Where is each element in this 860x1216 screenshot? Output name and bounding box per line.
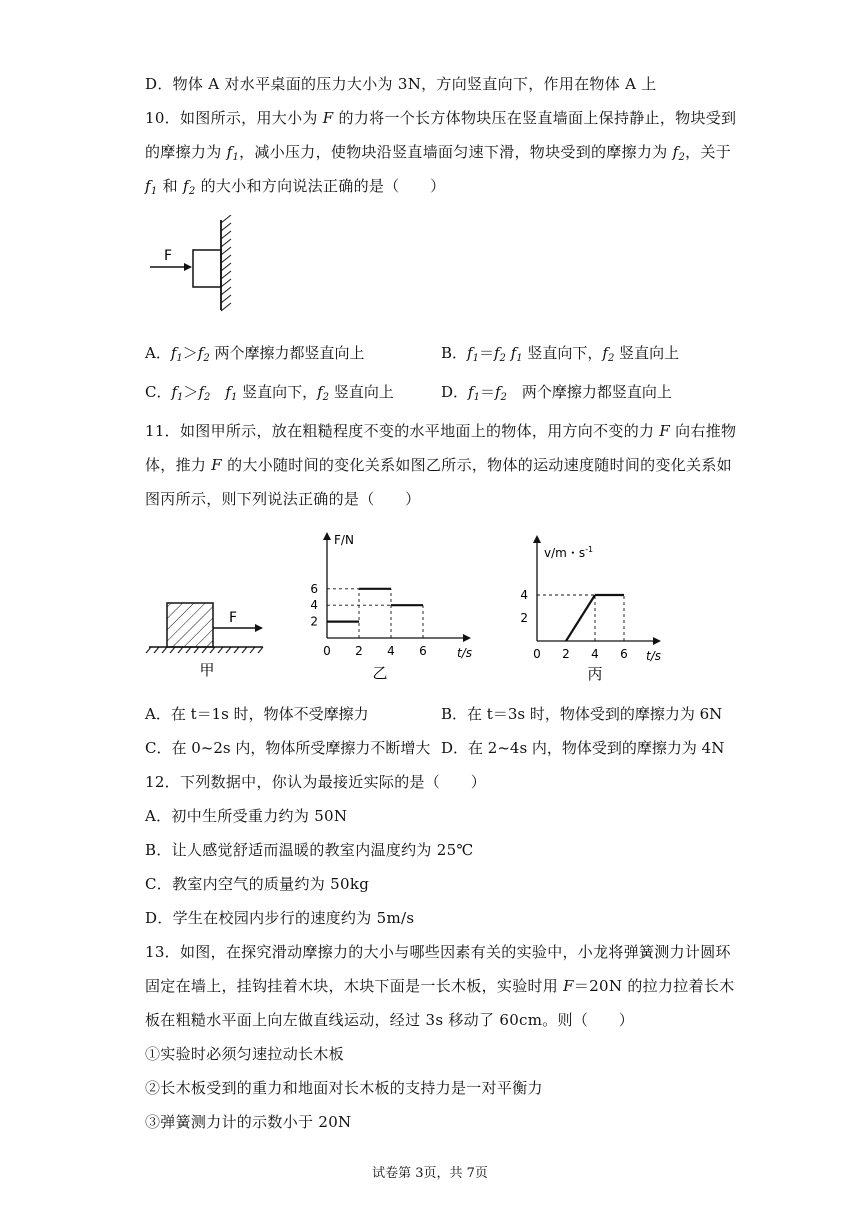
x-tick-label-6: 6: [620, 647, 628, 661]
x-tick-label-4: 4: [591, 647, 599, 661]
x-axis-label: t/s: [646, 649, 661, 663]
q11-figure-jia: [145, 595, 270, 685]
q12-option-d: D．学生在校园内步行的速度约为 5m/s: [145, 909, 415, 927]
q10-wall-block-figure: [140, 215, 250, 325]
block: [193, 250, 221, 287]
y-tick-label-6: 6: [310, 581, 318, 596]
q11-option-d: D．在 2~4s 内，物体受到的摩擦力为 4N: [441, 739, 725, 757]
q12-option-a: A．初中生所受重力约为 50N: [145, 807, 348, 825]
q10-option-c: C．$f_1>f_2$ $f_1$ 竖直向下，$f_2$ 竖直向上: [145, 383, 394, 403]
q11-figure-yi-chart: [300, 528, 485, 688]
q12-option-b: B．让人感觉舒适而温暖的教室内温度约为 25℃: [145, 841, 474, 859]
q11-stem-line3: 图丙所示，则下列说法正确的是（ ）: [145, 490, 421, 508]
y-tick-label-4: 4: [310, 598, 318, 613]
x-tick-label-2: 2: [355, 644, 363, 658]
y-axis-arrow: [323, 532, 331, 540]
q10-stem-line2: 的摩擦力为 $f_1$，减小压力，使物块沿竖直墙面匀速下滑，物块受到的摩擦力为 $f_2$，关于: [145, 143, 732, 163]
q13-statement-2: ②长木板受到的重力和地面对长木板的支持力是一对平衡力: [145, 1079, 543, 1097]
q12-stem: 12．下列数据中，你认为最接近实际的是（ ）: [145, 773, 486, 791]
y-tick-label-2: 2: [520, 611, 528, 625]
q10-option-d: D．$f_1=f_2$ 两个摩擦力都竖直向上: [441, 383, 672, 403]
figure-label: 乙: [372, 664, 388, 682]
y-axis-label: F/N: [334, 533, 354, 547]
x-tick-label-0: 0: [323, 644, 331, 658]
ground-hatching: [146, 647, 263, 653]
page-footer: 试卷第 3页，共 7页: [372, 1166, 488, 1181]
data-segment-1: [566, 595, 595, 641]
y-axis-label: v/m・$s^{-1}$: [544, 545, 594, 560]
x-axis-arrow: [653, 637, 661, 645]
q11-option-a: A．在 t＝1s 时，物体不受摩擦力: [145, 705, 369, 723]
q11-stem-line1: 11．如图甲所示，放在粗糙程度不变的水平地面上的物体，用方向不变的力 F 向右推物: [145, 422, 737, 440]
figure-label: 丙: [587, 665, 603, 683]
wall-hatching: [221, 215, 231, 311]
q11-option-c: C．在 0~2s 内，物体所受摩擦力不断增大: [145, 739, 431, 757]
q10-stem-line1: 10．如图所示，用大小为 F 的力将一个长方体物块压在竖直墙面上保持静止，物块受到: [145, 109, 737, 127]
q9-option-d: D．物体 A 对水平桌面的压力大小为 3N，方向竖直向下，作用在物体 A 上: [145, 75, 657, 93]
q11-figure-bing-chart: [510, 533, 670, 693]
x-axis-arrow: [463, 634, 471, 642]
q13-stem-line2: 固定在墙上，挂钩挂着木块，木块下面是一长木板，实验时用 F＝20N 的拉力拉着长木: [145, 977, 735, 995]
y-tick-label-2: 2: [310, 614, 318, 629]
x-axis-label: t/s: [457, 646, 472, 660]
q10-stem-line3: $f_1$ 和 $f_2$ 的大小和方向说法正确的是（ ）: [145, 177, 446, 197]
x-tick-label-2: 2: [562, 647, 570, 661]
force-arrowhead: [184, 263, 192, 271]
figure-label-jia: 甲: [199, 661, 215, 679]
q13-stem-line3: 板在粗糙水平面上向左做直线运动，经过 3s 移动了 60cm。则（ ）: [145, 1011, 635, 1029]
push-arrowhead: [255, 624, 263, 632]
q13-statement-3: ③弹簧测力计的示数小于 20N: [145, 1113, 352, 1131]
q10-option-a: A．$f_1>f_2$ 两个摩擦力都竖直向上: [145, 344, 365, 364]
q12-option-c: C．教室内空气的质量约为 50kg: [145, 875, 370, 893]
q13-statement-1: ①实验时必须匀速拉动长木板: [145, 1045, 344, 1063]
y-tick-label-4: 4: [520, 588, 528, 602]
force-label: F: [164, 248, 173, 264]
q10-option-b: B．$f_1=f_2$ $f_1$ 竖直向下，$f_2$ 竖直向上: [441, 344, 680, 364]
q13-stem-line1: 13．如图，在探究滑动摩擦力的大小与哪些因素有关的实验中，小龙将弹簧测力计圆环: [145, 943, 731, 961]
y-axis-arrow: [533, 535, 541, 543]
x-tick-label-4: 4: [387, 644, 395, 658]
q11-option-b: B．在 t＝3s 时，物体受到的摩擦力为 6N: [441, 705, 723, 723]
q11-stem-line2: 体，推力 F 的大小随时间的变化关系如图乙所示，物体的运动速度随时间的变化关系如: [145, 456, 732, 474]
object-block: [167, 603, 213, 647]
force-label: F: [229, 610, 238, 626]
x-tick-label-0: 0: [533, 647, 541, 661]
x-tick-label-6: 6: [419, 644, 427, 658]
